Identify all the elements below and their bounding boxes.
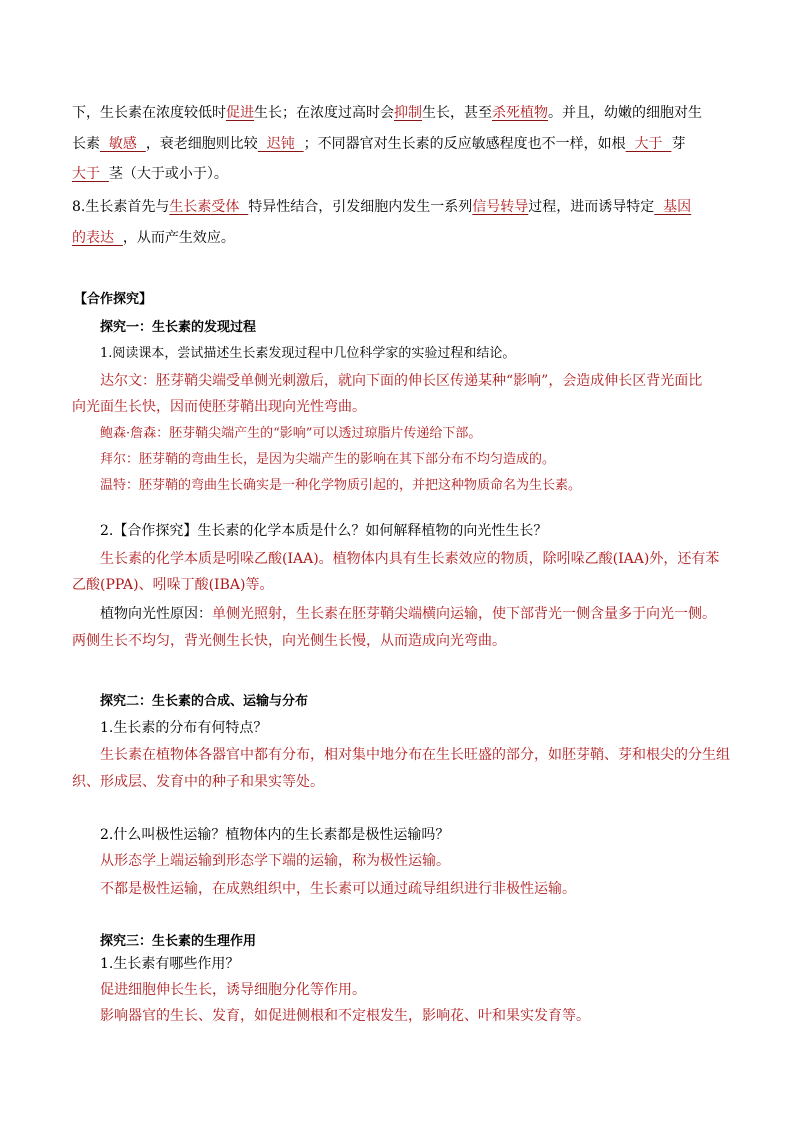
inquiry-1-question-1: 1.阅读课本，尝试描述生长素发现过程中几位科学家的实验过程和结论。 bbox=[100, 346, 516, 361]
answer-blank: 信号转导 bbox=[472, 199, 529, 215]
inquiry-2-title: 探究二：生长素的合成、运输与分布 bbox=[100, 694, 309, 709]
answer-boysen-jensen: 鲍森·詹森：胚芽鞘尖端产生的“影响”可以透过琼脂片传递给下部。 bbox=[100, 426, 482, 441]
text: 下，生长素在浓度较低时 bbox=[72, 105, 226, 121]
answer-chemistry-1: 生长素的化学本质是吲哚乙酸(IAA)。植物体内具有生长素效应的物质，除吲哚乙酸(IAA)外，还有苯 bbox=[100, 551, 720, 567]
text: 生长，甚至 bbox=[422, 105, 492, 121]
answer-blank: 大于 bbox=[625, 136, 672, 152]
answer-blank: 的表达 bbox=[72, 230, 123, 246]
answer-function-1: 促进细胞伸长生长，诱导细胞分化等作用。 bbox=[100, 982, 366, 998]
para-line-3 bbox=[72, 164, 228, 184]
para-line-1 bbox=[72, 103, 702, 123]
phototropism-text: 单侧光照射，生长素在胚芽鞘尖端横向运输，使下部背光一侧含量多于向光一侧。 bbox=[212, 606, 716, 622]
answer-blank: 敏感 bbox=[100, 136, 146, 152]
text: 茎（大于或小于）。 bbox=[108, 166, 228, 182]
answer-darwin-1: 达尔文：胚芽鞘尖端受单侧光刺激后，就向下面的伸长区传递某种“影响”，会造成伸长区背光面比 bbox=[100, 373, 703, 389]
inquiry-3-question-1: 1.生长素有哪些作用？ bbox=[100, 956, 240, 972]
inquiry-1-title: 探究一：生长素的发现过程 bbox=[100, 320, 257, 335]
answer-blank: 生长素受体 bbox=[169, 199, 249, 215]
answer-phototropism-1 bbox=[100, 604, 716, 624]
text: 8.生长素首先与 bbox=[72, 199, 170, 215]
answer-distribution-2: 织、形成层、发育中的种子和果实等处。 bbox=[72, 774, 324, 790]
answer-went: 温特：胚芽鞘的弯曲生长确实是一种化学物质引起的，并把这种物质命名为生长素。 bbox=[100, 478, 582, 493]
answer-chemistry-2: 乙酸(PPA)、吲哚丁酸(IBA)等。 bbox=[72, 577, 274, 593]
text: 。并且，幼嫩的细胞对生 bbox=[548, 105, 702, 121]
text: 长素 bbox=[72, 136, 100, 152]
answer-function-2: 影响器官的生长、发育，如促进侧根和不定根发生，影响花、叶和果实发育等。 bbox=[100, 1008, 590, 1024]
answer-blank: 基因 bbox=[654, 199, 692, 215]
inquiry-2-question-2: 2.什么叫极性运输？植物体内的生长素都是极性运输吗？ bbox=[100, 827, 450, 843]
answer-blank: 杀死植物 bbox=[492, 105, 548, 121]
item-8-line-2 bbox=[72, 228, 235, 248]
answer-blank: 促进 bbox=[226, 105, 254, 121]
answer-blank: 大于 bbox=[72, 166, 109, 182]
answer-paal: 拜尔：胚芽鞘的弯曲生长，是因为尖端产生的影响在其下部分布不均匀造成的。 bbox=[100, 452, 556, 467]
answer-blank: 迟钝 bbox=[257, 136, 304, 152]
text: ，从而产生效应。 bbox=[122, 230, 235, 246]
phototropism-label: 植物向光性原因： bbox=[100, 606, 212, 622]
text: 过程，进而诱导特定 bbox=[528, 199, 655, 215]
text: 特异性结合，引发细胞内发生一系列 bbox=[248, 199, 473, 215]
text: 生长；在浓度过高时会 bbox=[254, 105, 394, 121]
inquiry-1-question-2: 2.【合作探究】生长素的化学本质是什么？如何解释植物的向光性生长？ bbox=[100, 523, 548, 539]
para-line-2 bbox=[72, 134, 685, 154]
answer-polar-2: 不都是极性运输，在成熟组织中，生长素可以通过疏导组织进行非极性运输。 bbox=[100, 881, 576, 897]
text: 芽 bbox=[671, 136, 686, 152]
text: ；不同器官对生长素的反应敏感程度也不一样，如根 bbox=[303, 136, 626, 152]
answer-polar-1: 从形态学上端运输到形态学下端的运输，称为极性运输。 bbox=[100, 853, 450, 869]
text: ，衰老细胞则比较 bbox=[145, 136, 258, 152]
inquiry-2-question-1: 1.生长素的分布有何特点？ bbox=[100, 720, 268, 736]
section-header: 【合作探究】 bbox=[74, 292, 153, 307]
answer-phototropism-2: 两侧生长不均匀，背光侧生长快，向光侧生长慢，从而造成向光弯曲。 bbox=[72, 633, 506, 649]
item-8-line-1 bbox=[72, 197, 691, 217]
answer-distribution-1: 生长素在植物体各器官中都有分布，相对集中地分布在生长旺盛的部分，如胚芽鞘、芽和根尖的分生组 bbox=[100, 747, 730, 763]
inquiry-3-title: 探究三：生长素的生理作用 bbox=[100, 934, 257, 949]
answer-darwin-2: 向光面生长快，因而使胚芽鞘出现向光性弯曲。 bbox=[72, 399, 366, 415]
answer-blank: 抑制 bbox=[394, 105, 422, 121]
